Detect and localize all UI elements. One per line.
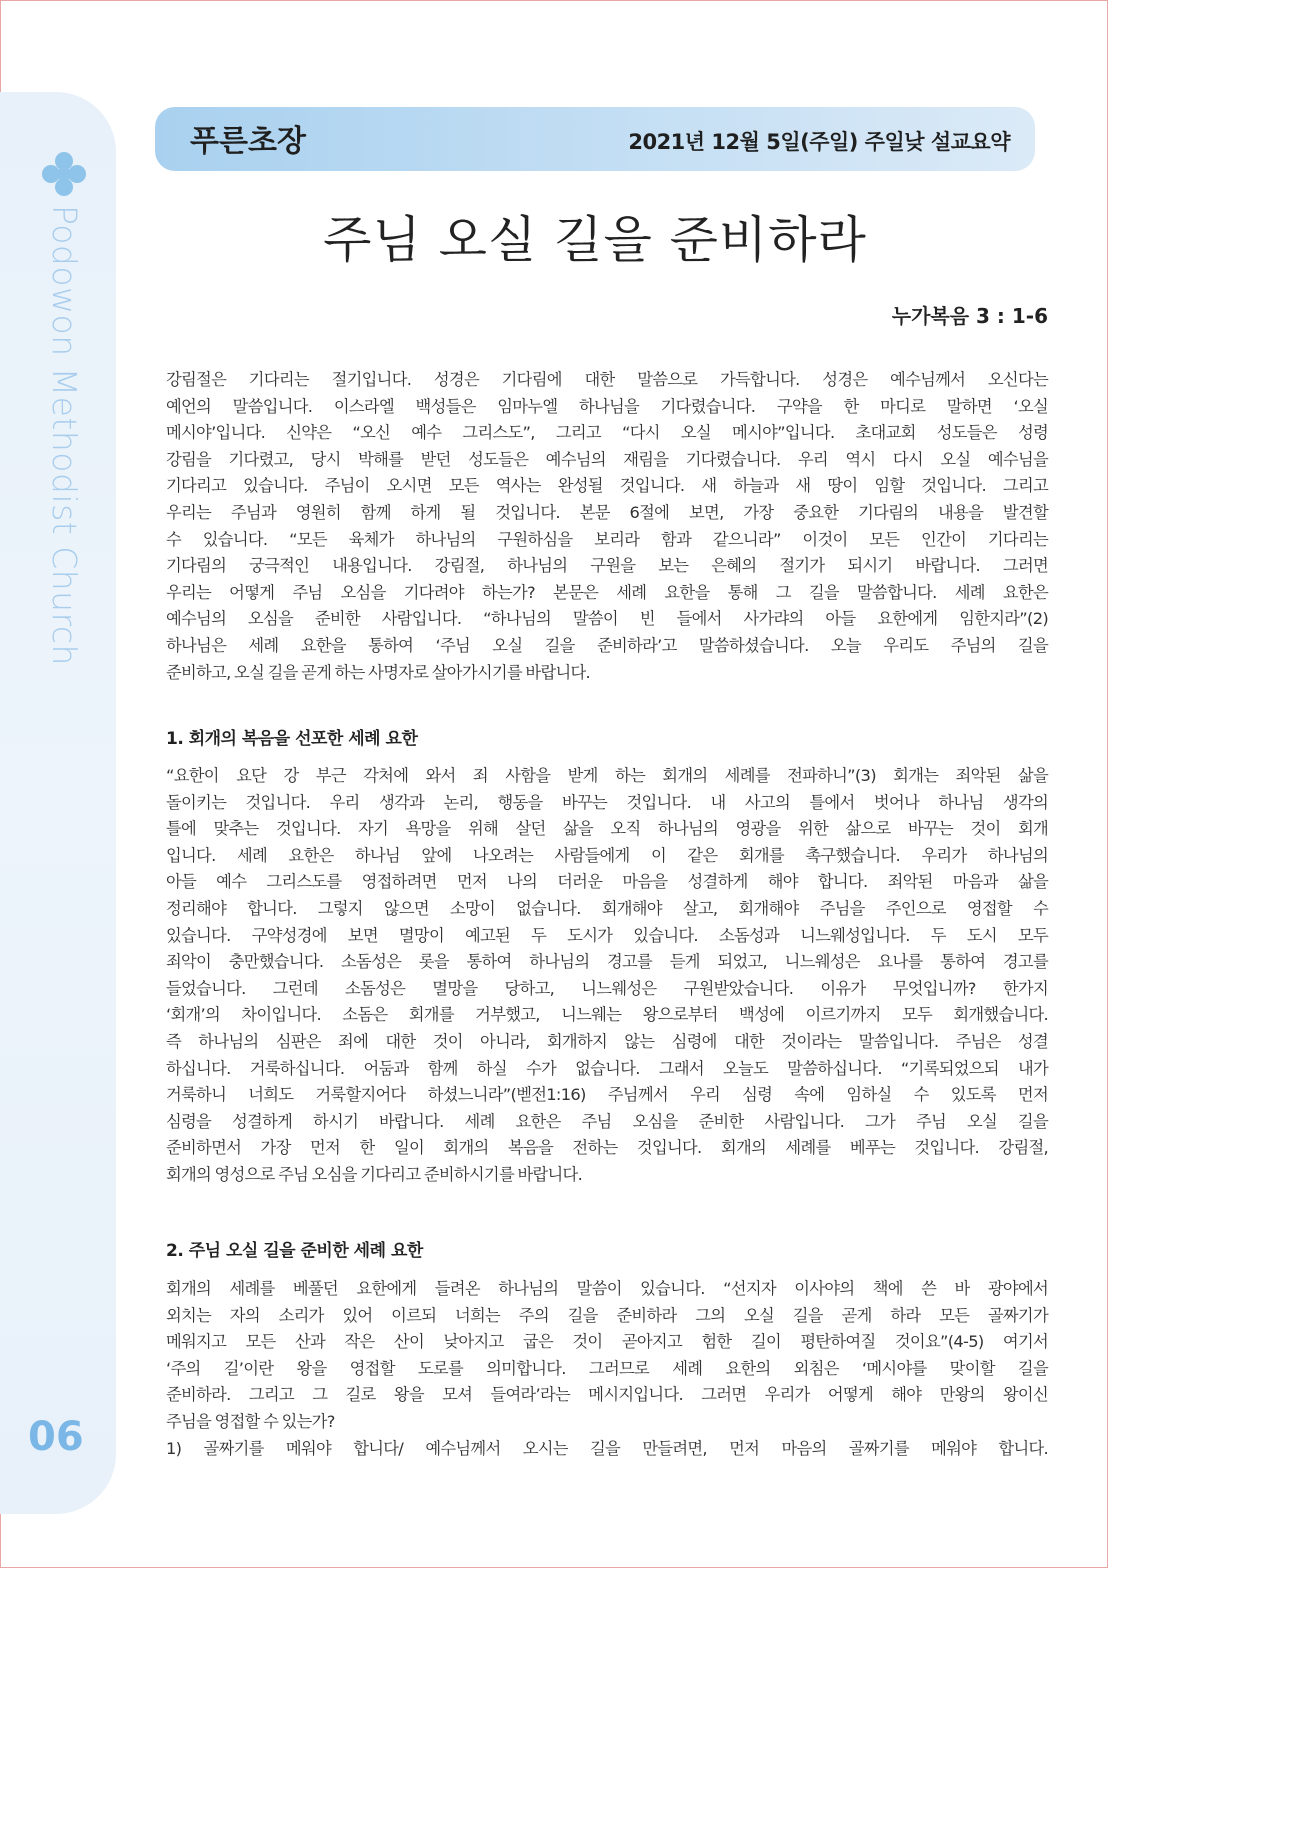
header-date-line: 2021년 12월 5일(주일) 주일낮 설교요약 bbox=[628, 130, 1010, 154]
text-line: 우리는 주님과 영원히 함께 하게 될 것입니다. 본문 6절에 보면, 가장 중요한 기다림의 내용을 발견할 bbox=[166, 502, 1048, 522]
text-line: “요한이 요단 강 부근 각처에 와서 죄 사함을 받게 하는 회개의 세례를 전파하니”(3) 회개는 죄악된 삶을 bbox=[166, 766, 1048, 785]
text-line: 메워지고 모든 산과 작은 산이 낮아지고 굽은 것이 곧아지고 험한 길이 평탄하여질 것이요”(4-5) 여기서 bbox=[166, 1332, 1048, 1352]
text-line: 준비하고, 오실 길을 곧게 하는 사명자로 살아가시기를 바랍니다. bbox=[166, 662, 591, 682]
page-number: 06 bbox=[28, 1414, 84, 1460]
text-line: 예수님의 오심을 준비한 사람입니다. “하나님의 말씀이 빈 들에서 사가랴의 아들 요한에게 임한지라”(2) bbox=[166, 609, 1048, 629]
section-2-paragraph bbox=[166, 1276, 1048, 1462]
text-line: 우리는 어떻게 주님 오심을 기다려야 하는가? 본문은 세례 요한을 통해 그 길을 말씀합니다. 세례 요한은 bbox=[166, 582, 1048, 602]
text-line: 하나님은 세례 요한을 통하여 ‘주님 오실 길을 준비하라’고 말씀하셨습니다. 오늘 우리도 주님의 길을 bbox=[166, 635, 1048, 655]
text-line: 즉 하나님의 심판은 죄에 대한 것이 아니라, 회개하지 않는 심령에 대한 것이라는 말씀입니다. 주님은 성결 bbox=[166, 1031, 1048, 1051]
text-line: 있습니다. 구약성경에 보면 멸망이 예고된 두 도시가 있습니다. 소돔성과 니느웨성입니다. 두 도시 모두 bbox=[166, 925, 1048, 945]
text-line: 기다리고 있습니다. 주님이 오시면 모든 역사는 완성될 것입니다. 새 하늘과 새 땅이 임할 것입니다. 그리고 bbox=[166, 476, 1048, 496]
text-line: 아들 예수 그리스도를 영접하려면 먼저 나의 더러운 마음을 성결하게 해야 합니다. 죄악된 마음과 삶을 bbox=[166, 872, 1048, 892]
text-line: 준비하라. 그리고 그 길로 왕을 모셔 들여라’라는 메시지입니다. 그러면 우리가 어떻게 해야 만왕의 왕이신 bbox=[166, 1385, 1048, 1405]
section-1-paragraph bbox=[166, 763, 1048, 1189]
section-2-heading: 2. 주님 오실 길을 준비한 세례 요한 bbox=[166, 1241, 423, 1261]
text-line: 죄악이 충만했습니다. 소돔성은 롯을 통하여 하나님의 경고를 듣게 되었고, 니느웨성은 요나를 통하여 경고를 bbox=[166, 952, 1048, 972]
text-line: 기다림의 궁극적인 내용입니다. 강림절, 하나님의 구원을 보는 은혜의 절기가 되시기 바랍니다. 그러면 bbox=[166, 556, 1048, 576]
text-line: 1) 골짜기를 메워야 합니다/ 예수님께서 오시는 길을 만들려면, 먼저 마음의 골짜기를 메워야 합니다. bbox=[166, 1438, 1048, 1458]
text-line: 하십니다. 거룩하십니다. 어둠과 함께 하실 수가 없습니다. 그래서 오늘도 말씀하십니다. “기록되었으되 내가 bbox=[166, 1058, 1048, 1078]
text-line: 수 있습니다. “모든 육체가 하나님의 구원하심을 보리라 함과 같으니라” 이것이 모든 인간이 기다리는 bbox=[166, 529, 1048, 549]
text-line: 주님을 영접할 수 있는가? bbox=[166, 1411, 335, 1431]
text-line: 준비하면서 가장 먼저 한 일이 회개의 복음을 전하는 것입니다. 회개의 세례를 베푸는 것입니다. 강림절, bbox=[166, 1138, 1048, 1158]
text-line: 거룩하니 너희도 거룩할지어다 하셨느니라”(벧전1:16) 주님께서 우리 심령 속에 임하실 수 있도록 먼저 bbox=[166, 1085, 1048, 1105]
text-line: 돌이키는 것입니다. 우리 생각과 논리, 행동을 바꾸는 것입니다. 내 사고의 틀에서 벗어나 하나님 생각의 bbox=[166, 792, 1048, 812]
cross-icon bbox=[40, 150, 88, 198]
text-line: 메시야’입니다. 신약은 “오신 예수 그리스도”, 그리고 “다시 오실 메시야”입니다. 초대교회 성도들은 성령 bbox=[166, 423, 1048, 443]
text-line: 정리해야 합니다. 그렇지 않으면 소망이 없습니다. 회개해야 살고, 회개해야 주님을 주인으로 영접할 수 bbox=[166, 898, 1048, 918]
text-line: 들었습니다. 그런데 소돔성은 멸망을 당하고, 니느웨성은 구원받았습니다. 이유가 무엇입니까? 한가지 bbox=[166, 978, 1048, 998]
text-line: 강림절은 기다리는 절기입니다. 성경은 기다림에 대한 말씀으로 가득합니다. 성경은 예수님께서 오신다는 bbox=[166, 370, 1048, 389]
text-line: 회개의 영성으로 주님 오심을 기다리고 준비하시기를 바랍니다. bbox=[166, 1164, 583, 1184]
text-line: 예언의 말씀입니다. 이스라엘 백성들은 임마누엘 하나님을 기다렸습니다. 구약을 한 마디로 말하면 ‘오실 bbox=[166, 396, 1048, 416]
section-1-heading: 1. 회개의 복음을 선포한 세례 요한 bbox=[166, 729, 418, 749]
text-line: ‘주의 길’이란 왕을 영접할 도로를 의미합니다. 그러므로 세례 요한의 외침은 ‘메시야를 맞이할 길을 bbox=[166, 1358, 1048, 1378]
text-line: 심령을 성결하게 하시기 바랍니다. 세례 요한은 주님 오심을 준비한 사람입니다. 그가 주님 오실 길을 bbox=[166, 1111, 1048, 1131]
sermon-title: 주님 오실 길을 준비하라 bbox=[323, 211, 867, 269]
text-line: 외치는 자의 소리가 있어 이르되 너희는 주의 길을 준비하라 그의 오실 길을 곧게 하라 모든 골짜기가 bbox=[166, 1305, 1048, 1325]
header-label: 푸른초장 bbox=[190, 124, 306, 159]
intro-paragraph bbox=[166, 367, 1048, 686]
text-line: 강림을 기다렸고, 당시 박해를 받던 성도들은 예수님의 재림을 기다렸습니다. 우리 역시 다시 오실 예수님을 bbox=[166, 449, 1048, 469]
church-name-vertical: Podowon Methodist Church bbox=[45, 205, 84, 666]
text-line: 회개의 세례를 베풀던 요한에게 들려온 하나님의 말씀이 있습니다. “선지자 이사야의 책에 쓴 바 광야에서 bbox=[166, 1279, 1048, 1298]
scripture-reference: 누가복음 3 : 1-6 bbox=[891, 304, 1048, 328]
text-line: 입니다. 세례 요한은 하나님 앞에 나오려는 사람들에게 이 같은 회개를 촉구했습니다. 우리가 하나님의 bbox=[166, 845, 1048, 865]
text-line: ‘회개’의 차이입니다. 소돔은 회개를 거부했고, 니느웨는 왕으로부터 백성에 이르기까지 모두 회개했습니다. bbox=[166, 1005, 1048, 1025]
text-line: 틀에 맞추는 것입니다. 자기 욕망을 위해 살던 삶을 오직 하나님의 영광을 위한 삶으로 바꾸는 것이 회개 bbox=[166, 819, 1048, 839]
